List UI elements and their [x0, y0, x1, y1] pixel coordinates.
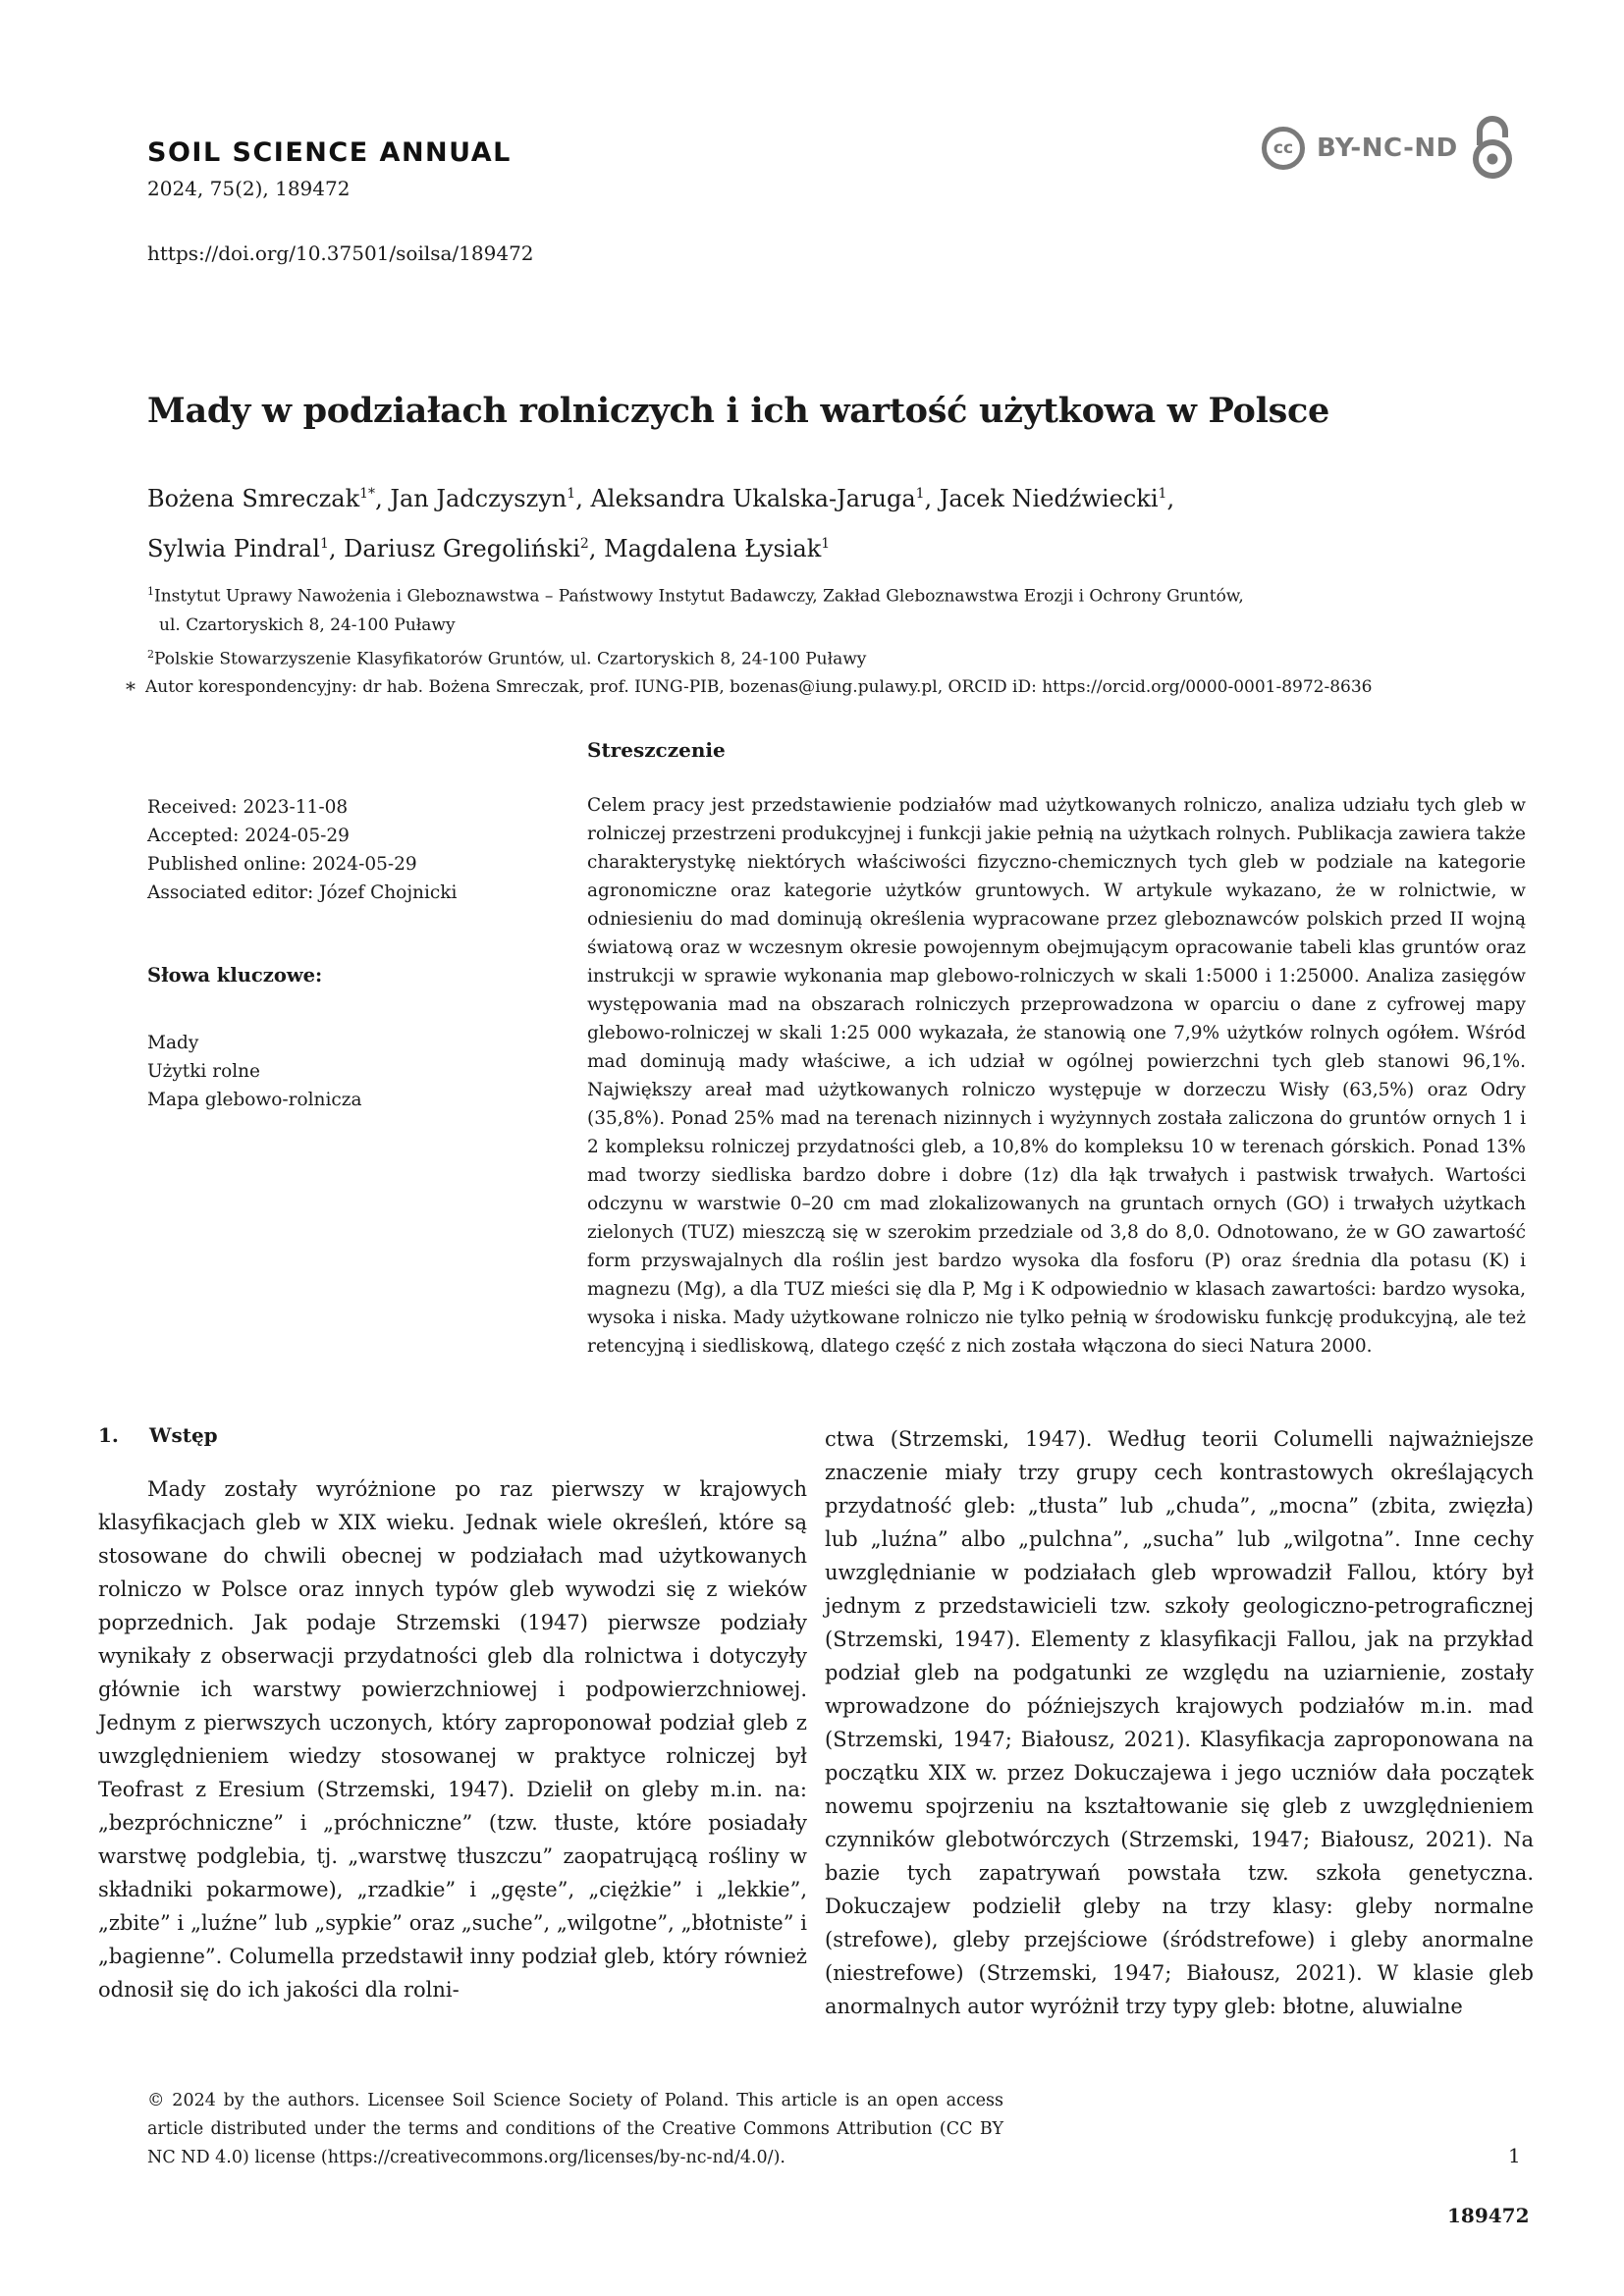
published-date: Published online: 2024-05-29 — [147, 854, 417, 875]
associated-editor: Associated editor: Józef Chojnicki — [147, 882, 458, 903]
abstract-text: Celem pracy jest przedstawienie podziałów mad użytkowanych rolniczo, analiza udziału tych gleb w rolniczej przestrzeni produkcyjnej i funkcji jakie pełnią na użytkach rolnych. Publikacja zawiera także charakterystykę niektórych właściwości fizyczno-chemicznych tych gleb w podziale na kategorie agronomiczne oraz kategorie użytków gruntowych. W artykule wykazano, że w rolnictwie, w odniesieniu do mad dominują określenia wypracowane przez gleboznawców polskich przed II wojną światową oraz w wczesnym okresie powojennym obejmującym opracowanie tabeli klas gruntów oraz instrukcji w sprawie wykonania map glebowo-rolniczych w skali 1:5000 i 1:25000. Analiza zasięgów występowania mad na obszarach rolniczych przeprowadzona w oparciu o dane z cyfrowej mapy glebowo-rolniczej w skali 1:25 000 wykazała, że stanowią one 7,9% użytków rolnych ogółem. Wśród mad dominują mady właściwe, a ich udział w ogólnej powierzchni tych gleb stanowi 96,1%. Największy areał mad użytkowanych rolniczo występuje w dorzeczu Wisły (63,5%) oraz Odry (35,8%). Ponad 25% mad na terenach nizinnych i wyżynnych została zaliczona do gruntów ornych 1 i 2 kompleksu rolniczej przydatności gleb, a 10,8% do kompleksu 10 w terenach górskich. Ponad 13% mad tworzy siedliska bardzo dobre i dobre (1z) dla łąk trwałych i pastwisk trwałych. Wartości odczynu w warstwie 0–20 cm mad zlokalizowanych na gruntach ornych (GO) i trwałych użytkach zielonych (TUZ) mieszczą się w szerokim przedziale od 3,8 do 8,0. Odnotowano, że w GO zawartość form przyswajalnych dla roślin jest bardzo wysoka dla fosforu (P) oraz średnia dla potasu (K) i magnezu (Mg), a dla TUZ mieści się dla P, Mg i K odpowiednio w klasach zawartości: bardzo wysoka, wysoka i niska. Mady użytkowane rolniczo nie tylko pełnią w środowisku funkcję produkcyjną, ale też retencyjną i siedliskową, dlatego część z nich została włączona do sieci Natura 2000. — [587, 795, 1526, 1357]
article-title: Mady w podziałach rolniczych i ich wartość użytkowa w Polsce — [147, 391, 1329, 431]
affiliation: $^2$Polskie Stowarzyszenie Klasyfikatorów Gruntów, ul. Czartoryskich 8, 24-100 Puławy — [147, 647, 867, 669]
body-column-left: Mady zostały wyróżnione po raz pierwszy w krajowych klasyfikacjach gleb w XIX wieku. Jednak wiele określeń, które są stosowane do chwili obecnej w podziałach mad użytkowanych rolniczo w Polsce oraz innych typów gleb wywodzi się z wieków poprzednich. Jak podaje Strzemski (1947) pierwsze podziały wynikały z obserwacji przydatności gleb dla rolnictwa i dotyczyły głównie ich warstwy powierzchniowej i podpowierzchniowej. Jednym z pierwszych uczonych, który zaproponował podział gleb z uwzględnieniem wiedzy stosowanej w praktyce rolniczej był Teofrast z Eresium (Strzemski, 1947). Dzielił on gleby m.in. na: „bezpróchniczne” i „próchniczne” (tzw. tłuste, które posiadały warstwę podglebia, tj. „warstwę tłuszczu” zaopatrującą rośliny w składniki pokarmowe), „rzadkie” i „gęste”, „ciężkie” i „lekkie”, „zbite” i „luźne” lub „sypkie” oraz „suche”, „wilgotne”, „błotniste” i „bagienne”. Columella przedstawił inny podział gleb, który również odnosił się do ich jakości dla rolni- — [98, 1477, 807, 2002]
license-label: BY-NC-ND — [1317, 133, 1458, 163]
accepted-date: Accepted: 2024-05-29 — [147, 826, 350, 846]
page-number: 1 — [1508, 2144, 1521, 2167]
received-date: Received: 2023-11-08 — [147, 797, 349, 818]
author: Jacek Niedźwiecki$^1$, — [939, 485, 1175, 512]
keywords-list — [147, 1029, 362, 1114]
affiliation-continuation: ul. Czartoryskich 8, 24-100 Puławy — [159, 614, 456, 635]
corresponding-marker: * — [126, 677, 135, 701]
author-list — [147, 471, 1424, 571]
journal-volume-info: 2024, 75(2), 189472 — [147, 177, 351, 200]
author: Sylwia Pindral$^1$, — [147, 535, 345, 562]
body-column-right: ctwa (Strzemski, 1947). Według teorii Columelli najważniejsze znaczenie miały trzy grupy cech kontrastowych określających przydatność gleb: „tłusta” lub „chuda”, „mocna” (zbita, zwięzła) lub „luźna” albo „pulchna”, „sucha” lub „wilgotna”. Inne cechy uwzględnianie w podziałach gleb wprowadził Fallou, który był jednym z przedstawicieli tzw. szkoły geologiczno-petrograficznej (Strzemski, 1947). Elementy z klasyfikacji Fallou, jak na przykład podział gleb na podgatunki ze względu na uziarnienie, zostały wprowadzone do późniejszych krajowych podziałów m.in. mad (Strzemski, 1947; Białousz, 2021). Klasyfikacja zaproponowana na początku XIX w. przez Dokuczajewa i jego uczniów dała początek nowemu spojrzeniu na kształtowanie się gleb z uwzględnieniem czynników glebotwórczych (Strzemski, 1947; Białousz, 2021). Na bazie tych zapatrywań powstała tzw. szkoła genetyczna. Dokuczajew podzielił gleby na trzy klasy: gleby normalne (strefowe), gleby przejściowe (śródstrefowe) i gleby anormalne (niestrefowe) (Strzemski, 1947; Białousz, 2021). W klasie gleb anormalnych autor wyróżnił trzy typy gleb: błotne, aluwialne — [825, 1427, 1534, 2018]
section-heading — [98, 1423, 218, 1447]
keyword: Mapa glebowo-rolnicza — [147, 1090, 362, 1110]
affiliations — [147, 577, 1483, 673]
keyword: Użytki rolne — [147, 1061, 260, 1082]
author: Aleksandra Ukalska-Jaruga$^1$, — [590, 485, 940, 512]
open-access-icon — [1470, 116, 1515, 181]
author: Jan Jadczyszyn$^1$, — [390, 485, 591, 512]
corresponding-author-text: Autor korespondencyjny: dr hab. Bożena Smreczak, prof. IUNG-PIB, bozenas@iung.pulawy.pl, ORCID iD: https://orcid.org/0000-0001-8972-8636 — [145, 677, 1373, 697]
author: Magdalena Łysiak$^1$ — [604, 535, 831, 562]
keywords-heading: Słowa kluczowe: — [147, 964, 323, 987]
doi-link[interactable]: https://doi.org/10.37501/soilsa/189472 — [147, 241, 534, 265]
corresponding-author — [126, 677, 1520, 701]
article-number: 189472 — [1447, 2204, 1530, 2227]
affiliation: $^1$Instytut Uprawy Nawożenia i Gleboznawstwa – Państwowy Instytut Badawczy, Zakład Gleboznawstwa Erozji i Ochrony Gruntów, — [147, 585, 1244, 607]
section-title: Wstęp — [149, 1423, 218, 1447]
journal-name: SOIL SCIENCE ANNUAL — [147, 137, 512, 168]
license-footnote: © 2024 by the authors. Licensee Soil Science Society of Poland. This article is an open access article distributed under the terms and conditions of the Creative Commons Attribution (CC BY NC ND 4.0) license (https://creativecommons.org/licenses/by-nc-nd/4.0/). — [147, 2091, 1003, 2167]
cc-icon: cc — [1262, 127, 1305, 170]
publication-dates — [147, 793, 457, 907]
keyword: Mady — [147, 1033, 199, 1053]
abstract-heading: Streszczenie — [587, 738, 726, 762]
license-badge[interactable] — [1262, 116, 1515, 181]
section-number: 1. — [98, 1423, 119, 1447]
author: Dariusz Gregoliński$^2$, — [344, 535, 605, 562]
author: Bożena Smreczak$^{1*}$, — [147, 485, 391, 512]
